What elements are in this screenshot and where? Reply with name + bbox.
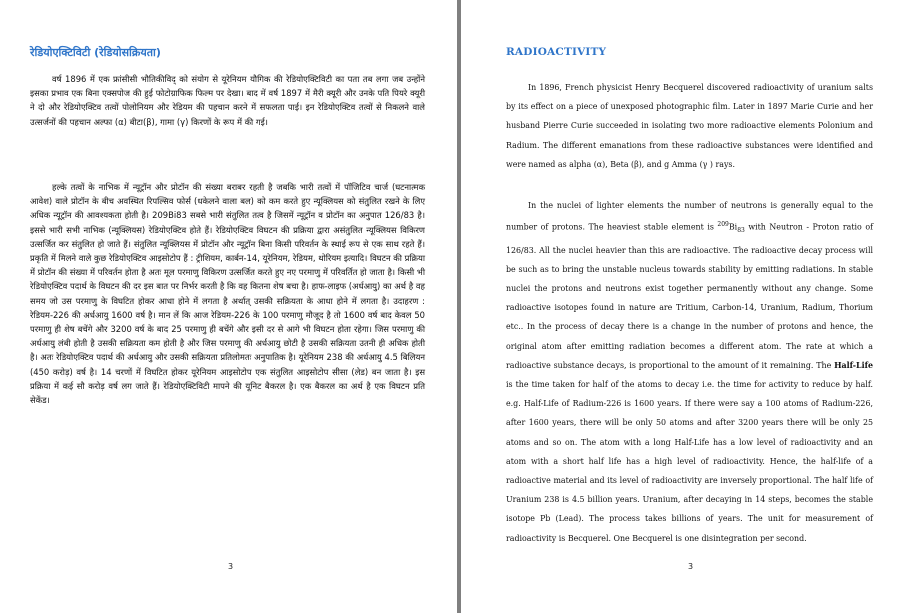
page-number-left: 3	[228, 562, 234, 571]
english-paragraph-2	[506, 196, 873, 548]
hindi-paragraph-2: हल्के तत्वों के नाभिक में न्यूट्रॉन और प्रोटॉन की संख्या बराबर रहती है जबकि भारी तत्वों में पॉजिटिव चार्ज (घटनात्मक आवेश) वाले प्रोटॉन के बीच अवस्थित रिपल्सिव फोर्स (धकेलने वाला बल) को कम करते हुए न्यूक्लियस को संतुलित रखने के लिए अधिक न्यूट्रॉन की आवश्यकता होती है। 209Bi83 सबसे भारी संतुलित तत्व है जिसमें न्यूट्रॉन व प्रोटॉन का अनुपात 126/83 है। इससे भारी सभी नाभिक (न्यूक्लियस) रेडियोएक्टिव होते हैं। रेडियोएक्टिव विघटन की प्रक्रिया द्वारा असंतुलित न्यूक्लियस विकिरण उत्सर्जित कर संतुलित हो जाते हैं। संतुलित न्यूक्लियस में प्रोटॉन और न्यूट्रॉन बिना किसी परिवर्तन के स्थाई रूप से एक साथ रहते हैं। प्रकृति में मिलने वाले कुछ रेडियोएक्टिव आइसोटोप हैं : ट्रीशियम, कार्बन-14, यूरेनियम, रेडियम, थोरियम इत्यादि। विघटन की प्रक्रिया में प्रोटॉन की संख्या में परिवर्तन होता है अतः मूल परमाणु विकिरण उत्सर्जित करते हुए नए परमाणु में परिवर्तित हो जाता है। किसी भी रेडियोएक्टिव पदार्थ के विघटन की दर इस बात पर निर्भर करती है कि वह कितना शेष बचा है। हाफ-लाइफ (अर्धआयु) का अर्थ है वह समय जो उस परमाणु के विघटित होकर आधा होने में लगता है अर्थात् उसकी सक्रियता के आधा होने में लगता है। उदाहरण : रेडियम-226 की अर्धआयु 1600 वर्ष है। मान लें कि आज रेडियम-226 के 100 परमाणु मौजूद है तो 1600 वर्ष बाद केवल 50 परमाणु ही शेष बचेंगे और 3200 वर्ष के बाद 25 परमाणु ही बचेंगे और इसी दर से आगे भी विघटन होता रहेगा। जिस परमाणु की अर्धआयु लंबी होती है उसकी सक्रियता कम होती है और जिस परमाणु की अर्धआयु छोटी है उसकी सक्रियता उतनी ही अधिक होती है। अतः रेडियोएक्टिव पदार्थ की अर्धआयु और उसकी सक्रियता प्रतिलोमतः अनुपातिक है। यूरेनियम 238 की अर्धआयु 4.5 बिलियन (450 करोड़) वर्ष है। 14 चरणों में विघटित होकर यूरेनियम आइसोटोप एक संतुलित आइसोटोप सीसा (लेड) बन जाता है। इस प्रक्रिया में कई सौ करोड़ वर्ष लग जाते हैं। रेडियोएक्टिविटी मापने की यूनिट बैकरल है। एक बैकरल का अर्थ है एक विघटन प्रति सेकेंड।	[30, 182, 425, 406]
isotope-atomic-number: 83	[737, 227, 745, 235]
half-life-term: Half-Life	[834, 360, 873, 370]
hindi-paragraph-1: वर्ष 1896 में एक फ्रांसीसी भौतिकीविद् को संयोग से यूरेनियम यौगिक की रेडियोएक्टिविटी का पता तब लगा जब उन्होंने इसका प्रभाव एक बिना एक्सपोज की हुई फोटोग्राफिक फिल्म पर देखा। बाद में वर्ष 1897 में मैरी क्यूरी और उनके पति पियरे क्यूरी ने दो और रेडियोएक्टिव तत्वों पोलोनियम और रेडियम की पहचान करने में सफलता पाई। इन रेडियोएक्टिव तत्वों से निकलने वाले उत्सर्जनों की पहचान अल्फा (α) बीटा(β), गामा (γ) किरणों के रूप में की गई।	[30, 74, 425, 127]
bismuth-symbol: Bi	[728, 222, 738, 232]
p2-text-start: In the nuclei of lighter elements the number of neutrons is generally equal to the number of protons. The heaviest stable element is	[506, 201, 873, 232]
english-page	[461, 0, 919, 613]
isotope-mass-number: 209	[717, 221, 729, 229]
english-paragraph-1: In 1896, French physicist Henry Becquerel discovered radioactivity of uranium salts by its effect on a piece of unexposed photographic film. Later in 1897 Marie Curie and her husband Pierre Curie succeeded in isolating two more radioactive elements Polonium and Radium. The different emanations from these radioactive substances were identified and were named as alpha (α), Beta (β), and g Amma (γ ) rays.	[506, 83, 873, 169]
page-number-right: 3	[688, 562, 694, 571]
hindi-title: रेडियोएक्टिविटी (रेडियोसक्रियता)	[30, 46, 161, 59]
english-title: RADIOACTIVITY	[506, 46, 607, 58]
hindi-page	[0, 0, 457, 613]
p2-text-end: is the time taken for half of the atoms to decay i.e. the time for activity to reduce by half. e.g. Half-Life of Radium-226 is 1600 years. If there were say a 100 atoms of Radium-226, after 1600 years, there will be only 50 atoms and after 3200 years there will be only 25 atoms and so on. The atom with a long Half-Life has a low level of radioactivity and an atom with a short half life has a high level of radioactivity. Hence, the half-life of a radioactive material and its level of radioactivity are inversely proportional. The half life of Uranium 238 is 4.5 billion years. Uranium, after decaying in 14 steps, becomes the stable isotope Pb (Lead). The process takes billions of years. The unit for measurement of radioactivity is Becquerel. One Becquerel is one disintegration per second.	[506, 380, 873, 543]
p2-text-middle: with Neutron - Proton ratio of 126/83. All the nuclei heavier than this are radioactive. The radioactive decay process will be such as to bring the unstable nucleus towards stability by emitting radiations. In stable nuclei the protons and neutrons exist together permanently without any change. Some radioactive isotopes found in nature are Tritium, Carbon-14, Uranium, Radium, Thorium etc.. In the process of decay there is a change in the number of protons and hence, the original atom after emitting radiation becomes a different atom. The rate at which a radioactive substance decays, is proportional to the amount of it remaining. The	[506, 222, 873, 370]
